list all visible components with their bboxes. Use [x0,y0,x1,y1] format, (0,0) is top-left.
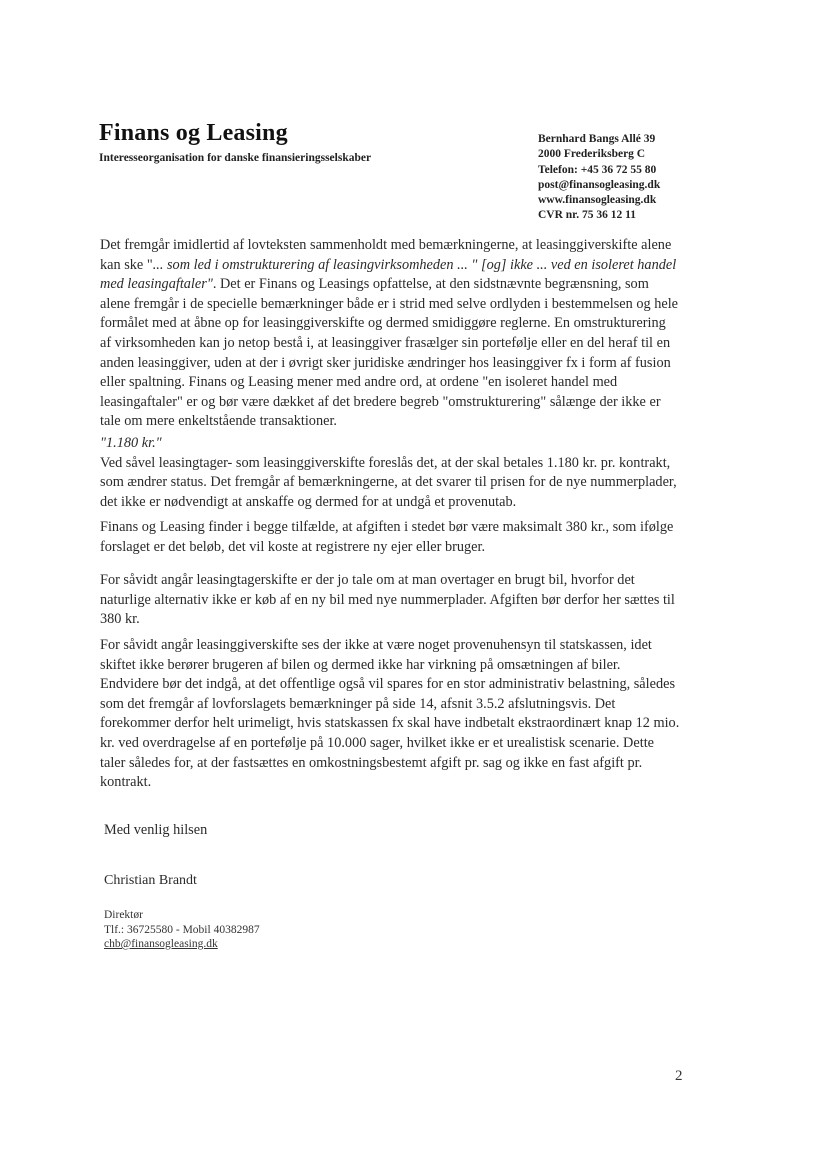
signer-title: Direktør [104,909,143,921]
closing-greeting: Med venlig hilsen [104,822,208,838]
paragraph-text: Finans og Leasing finder i begge tilfælde, at afgiften i stedet bør være maksimalt 380 kr., som ifølge forslaget er det beløb, det vil koste at registrere ny ejer eller bruger. [100,519,674,555]
address-block [538,132,660,224]
paragraph-omstrukturering [100,236,680,432]
address-line: 2000 Frederiksberg C [538,148,646,161]
paragraph-fee [100,434,680,512]
section-heading: "1.180 kr." [100,435,162,451]
cvr-line: CVR nr. 75 36 12 11 [538,209,636,222]
address-line: Bernhard Bangs Allé 39 [538,133,656,145]
paragraph-max-fee [100,518,680,557]
signer-phone: Tlf.: 36725580 - Mobil 40382987 [104,923,260,936]
website-line: www.finansogleasing.dk [538,194,657,207]
signature-block [104,908,260,952]
signer-email-link[interactable]: chb@finansogleasing.dk [104,938,218,950]
paragraph-text: For såvidt angår leasinggiverskifte ses der ikke at være noget provenuhensyn til statskassen, idet skiftet ikke berører brugeren af bilen og dermed ikke har virkning på omsætningen af biler. Endvidere bør det indgå, at det offentlige også vil spares for en stor administrativ belastning, således som det fremgår af lovforslagets bemærkninger på side 14, afsnit 3.5.2 afslutningsvis. Det forekommer derfor helt urimeligt, hvis statskassen fx skal have indbetalt ekstraordinært knap 12 mio. kr. ved overdragelse af en portefølje på 10.000 sager, hvilket ikke er et urealistisk scenarie. Dette taler således for, at der fastsættes en omkostningsbestemt afgift pr. sag og ikke en fast afgift pr. kontrakt. [100,637,680,791]
paragraph-text: For såvidt angår leasingtagerskifte er der jo tale om at man overtager en brugt bil, hvorfor det naturlige alternativ ikke er køb af en ny bil med nye nummerplader. Afgiften bør derfor her sættes til 380 kr. [100,572,675,628]
paragraph-text: . Det er Finans og Leasings opfattelse, at den sidstnævnte begrænsning, som alene fremgår i de specielle bemærkninger både er i strid med selve ordlyden i bestemmelsen og hele formålet med at åbne op for leasinggiverskifte og dermed smidiggøre reglerne. En omstrukturering af virksomheden kan jo netop bestå i, at leasinggiver frasælger sin portefølje eller en del heraf til en anden leasinggiver, uden at der i øvrigt sker juridiske ændringer hos leasinggiver fx i form af fusion eller spaltning. Finans og Leasing mener med andre ord, at ordene "en isoleret handel med leasingaftaler" er og bør være dækket af det bredere begreb "omstrukturering" sålænge der ikke er tale om mere enkeltstående transaktioner. [100,276,679,430]
paragraph-text: Det fremgår imidlertid af lovteksten sammenholdt med bemærkningerne, at leasinggiverskifte alene kan ske " [100,237,672,273]
quoted-text: ... som led i omstrukturering af leasingvirksomheden ... " [og] ikke ... ved en isoleret handel med leasingaftaler" [100,256,677,293]
paragraph-lessor-change [100,636,680,793]
paragraph-lessee-change [100,571,680,630]
phone-line: Telefon: +45 36 72 55 80 [538,163,657,176]
page-number: 2 [675,1068,683,1084]
email-line: post@finansogleasing.dk [538,178,661,191]
paragraph-text: Ved såvel leasingtager- som leasinggiverskifte foreslås det, at der skal betales 1.180 kr. pr. kontrakt, som ændrer status. Det fremgår af bemærkningerne, at det svarer til prisen for de nye nummerplader, det ikke er nødvendigt at anskaffe og dermed for at undgå et provenutab. [100,454,677,510]
org-subtitle: Interesseorganisation for danske finansieringsselskaber [99,152,372,164]
org-name: Finans og Leasing [99,120,288,146]
signer-name: Christian Brandt [104,873,197,888]
